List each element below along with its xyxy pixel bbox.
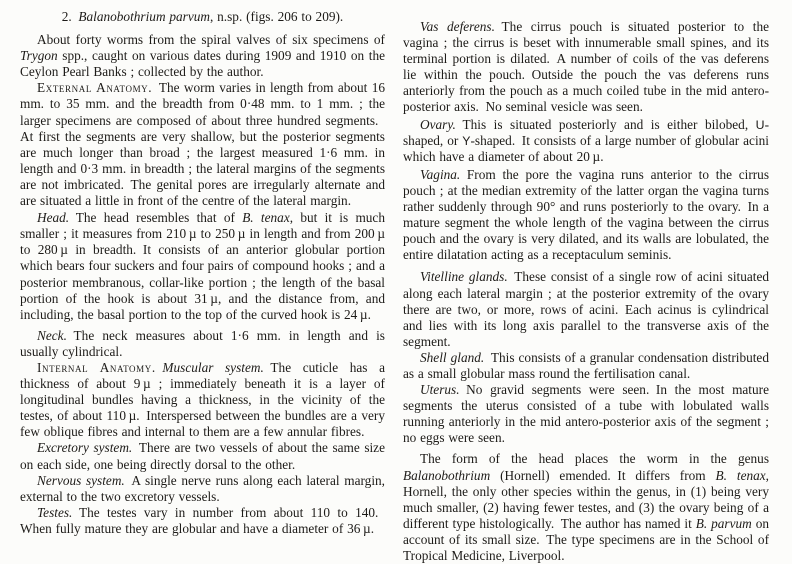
text-run: (Hornell) emended. It differs from [490,467,716,483]
italic-text-run: B. tenax [715,467,766,483]
text-run: The head resembles that of [69,210,243,226]
text-run: This is situated posteriorly and is either bilobed, [455,116,756,132]
para-shell-gland [403,350,769,382]
smallcaps-text-run: External Anatomy. [37,80,153,96]
text-run: on account of its small size. The type specimens are in the School of Tropical Medicine, Liverpool. [403,515,769,563]
italic-text-run: Balanobothrium parvum [78,9,210,24]
smallcaps-text-run: Internal Anatomy. [37,359,156,375]
text-run: No gravid segments were seen. In the most mature segments the uterus consisted of a tube with lobulated walls running anteriorly in the mid antero-posterior axis of the segment ; no eggs were seen. [403,382,769,446]
text-run: The form of the head places the worm in the genus [420,451,769,467]
italic-text-run: Excretory system. [37,440,133,456]
italic-text-run: Vas deferens. [420,19,495,34]
para-testes [20,505,385,537]
text-run: , but it is much smaller ; it measures from 210 µ to 250 µ in length and from 200 µ to 280 µ in breadth. It consists of an anterior globular portion which bears four suckers and four pairs of compound hooks ; and a posterior membranous, collar-like portion ; the length of the basal portion of the hook is about 31 µ, and the distance from, and including, the basal portion to the top of the curved hook is 24 µ. [20,210,385,322]
italic-text-run: Muscular system. [162,359,264,375]
text-run: , Hornell, the only other species within the genus, in (1) being very much smaller, (2) having fewer testes, and (3) the ovary being of a different type histologically. The author has named it [403,467,769,531]
para-head [20,210,385,323]
para-introduction [20,32,385,80]
para-conclusion [403,451,769,564]
para-vas-deferens [403,19,769,116]
text-run: The cuticle has a thickness of about 9 µ ; immediately beneath it is a layer of longitudinal bundles having a thickness, in the vicinity of the testes, of about 110 µ. Interspersed between the bundles are a very few oblique fibres and internal to them are a few annular fibres. [20,359,385,440]
italic-text-run: Nervous system. [37,472,125,488]
text-run: -shaped. It consists of a large number of globular acini which have a diameter of about 20 µ. [403,132,769,164]
text-run: There are two vessels of about the same size on each side, one being directly dorsal to the other. [20,440,385,472]
para-internal-anatomy-muscular [20,360,385,440]
text-column-right [403,19,769,564]
italic-text-run: Vitelline glands. [420,269,508,285]
italic-text-run: B. tenax [242,210,290,226]
text-run: The testes vary in number from about 110 to 140. When fully mature they are globular and have a diameter of 36 µ. [20,504,385,536]
text-column-left [20,9,385,537]
para-vagina [403,167,769,264]
italic-text-run: Ovary. [420,116,456,132]
para-neck [20,328,385,360]
italic-text-run: Testes. [37,504,73,520]
text-run: 2. [61,9,79,24]
italic-text-run: Balanobothrium [403,467,491,483]
sans-letter-run: U [755,117,765,132]
para-nervous-system [20,473,385,505]
text-run: , n.sp. (figs. 206 to 209). [210,9,344,24]
italic-text-run: Uterus. [420,382,460,398]
text-run: The cirrus pouch is situated posterior to the vagina ; the cirrus is beset with innumerable small spines, and its terminal portion is dilated. A number of coils of the vas deferens lie within the pouch. Outside the pouch the vas deferens runs anteriorly from the pouch as a much coiled tube in the mid antero-posterior axis. No seminal vesicle was seen. [403,19,769,115]
text-run: spp., caught on various dates during 1909 and 1910 on the Ceylon Pearl Banks ; collected by the author. [20,48,385,80]
text-run: -shaped, or [403,116,769,148]
italic-text-run: B. parvum [695,515,752,531]
italic-text-run: Trygon [20,48,58,64]
text-run: About forty worms from the spiral valves of six specimens of [37,32,385,48]
text-run: This consists of a granular condensation distributed as a small globular mass round the fertilisation canal. [403,349,769,381]
para-uterus [403,382,769,446]
para-ovary [403,117,769,165]
italic-text-run: Shell gland. [420,349,485,365]
italic-text-run: Neck. [37,327,67,343]
italic-text-run: Vagina. [420,166,461,182]
para-excretory-system [20,440,385,472]
text-run: A single nerve runs along each lateral margin, external to the two excretory vessels. [20,472,385,504]
italic-text-run: Head. [37,210,70,226]
heading-species [20,9,385,25]
para-vitelline-glands [403,269,769,349]
text-run: The worm varies in length from about 16 mm. to 35 mm. and the breadth from 0·48 mm. to 1 mm. ; the larger specimens are composed of about three hundred segments. At first the segments are very shallow, but the posterior segments are much longer than broad ; the largest measured 1·6 mm. in length and 0·3 mm. in breadth ; the lateral margins of the segments are not imbricated. The genital pores are irregularly alternate and are situated a little in front of the centre of the lateral margin. [20,80,386,209]
text-run: From the pore the vagina runs anterior to the cirrus pouch ; at the median extremity of the latter organ the vagina turns rather suddenly through 90° and runs posteriorly to the ovary. In a mature segment the whole length of the vagina between the cirrus pouch and the ovary is very dilated, and its walls are lobulated, the entire dilatation acting as a receptaculum seminis. [403,166,769,263]
text-run: The neck measures about 1·6 mm. in length and is usually cylindrical. [20,327,385,359]
sans-letter-run: Y [462,133,471,148]
text-run: These consist of a single row of acini situated along each lateral margin ; at the posterior extremity of the ovary there are two, or more, rows of acini. Each acinus is cylindrical and lies with its long axis parallel to the transverse axis of the segment. [403,269,769,349]
para-external-anatomy [20,80,385,209]
